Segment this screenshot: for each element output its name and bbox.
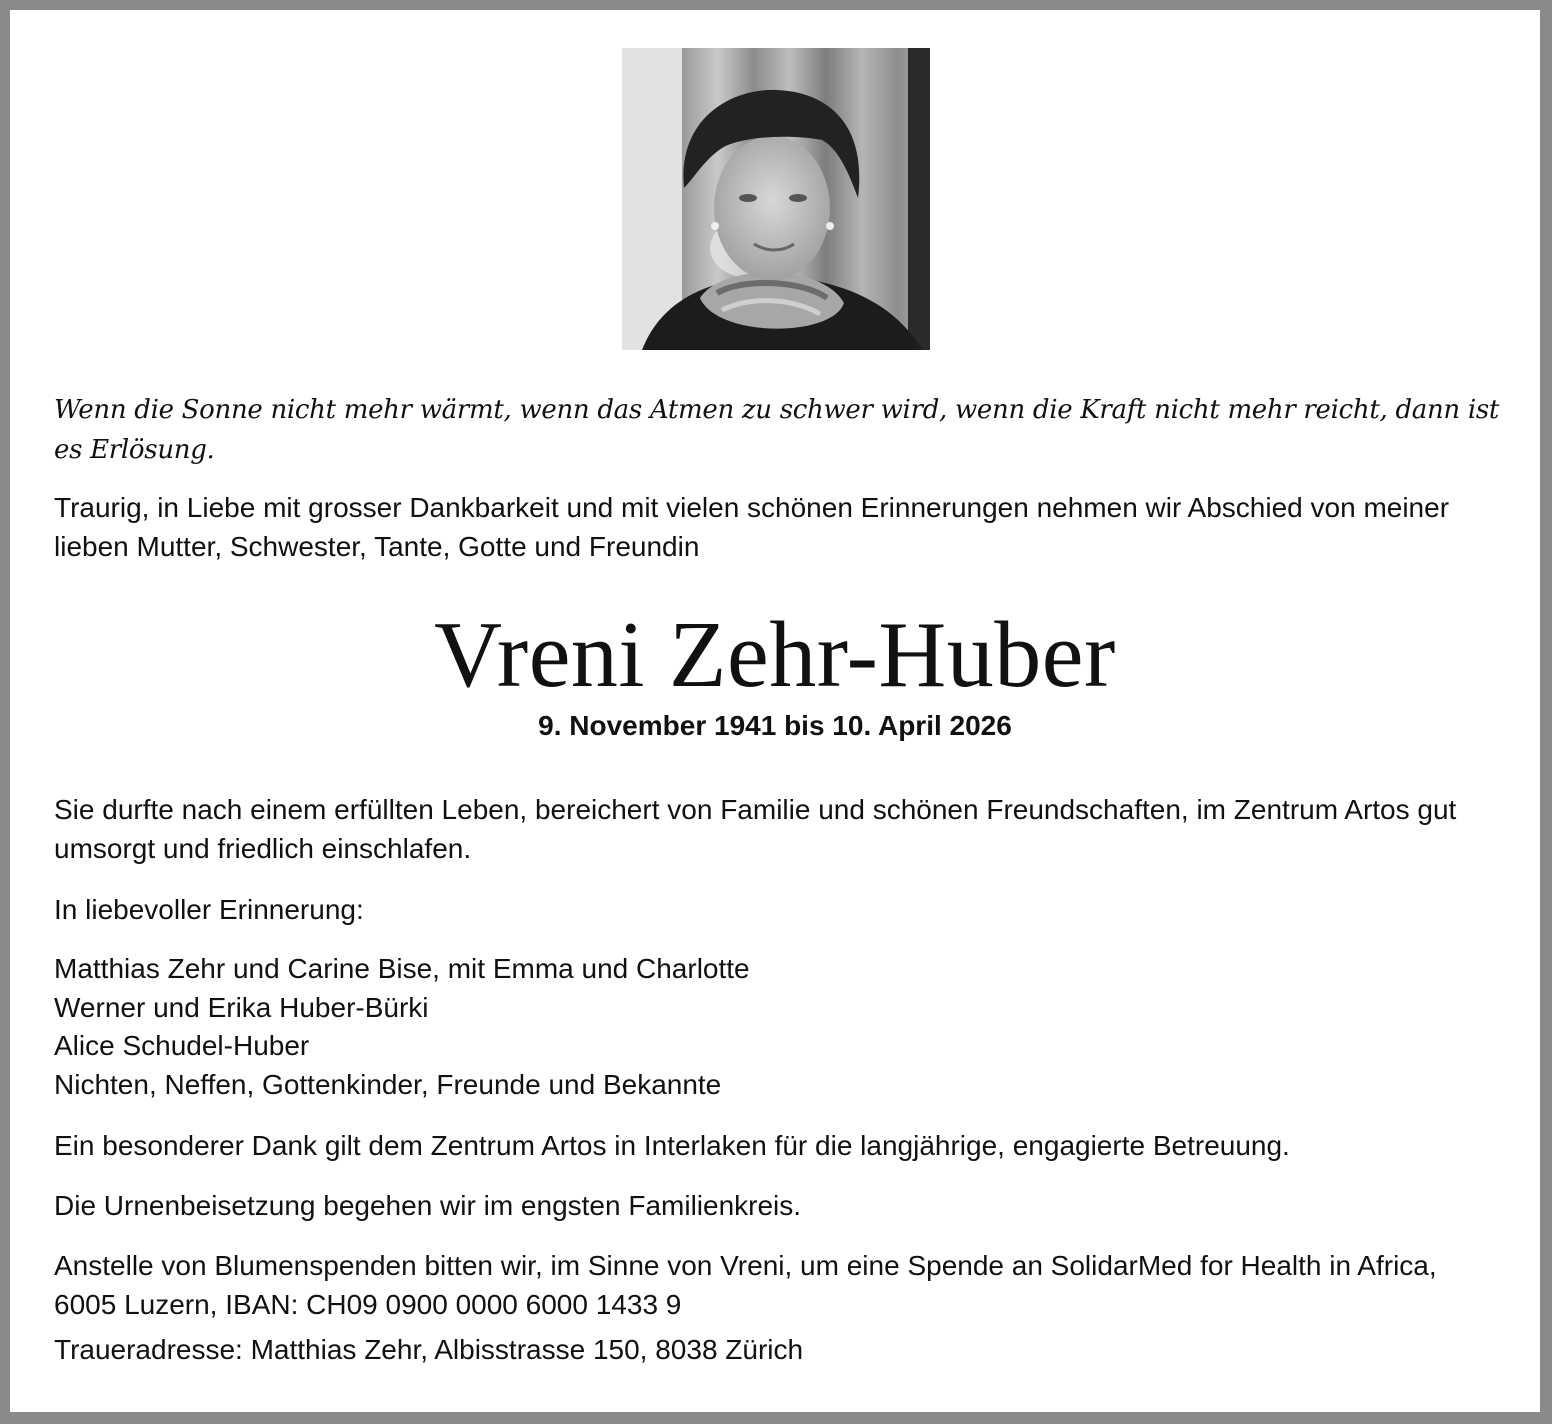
obituary-page bbox=[10, 10, 1540, 1412]
quote-text: Wenn die Sonne nicht mehr wärmt, wenn das Atmen zu schwer wird, wenn die Kraft nicht mehr reicht, dann ist es Erlösung. bbox=[54, 395, 1500, 465]
fulfilled-life-text: Sie durfte nach einem erfüllten Leben, bereichert von Familie und schönen Freundschaften, im Zentrum Artos gut umsorgt und friedlich einschlafen. bbox=[54, 794, 1457, 864]
intro-text: Traurig, in Liebe mit grosser Dankbarkeit und mit vielen schönen Erinnerungen nehmen wir Abschied von meiner lieben Mutter, Schwester, Tante, Gotte und Freundin bbox=[54, 492, 1450, 562]
deceased-name: Vreni Zehr-Huber bbox=[434, 603, 1116, 707]
urn-burial-text: Die Urnenbeisetzung begehen wir im engsten Familienkreis. bbox=[54, 1190, 802, 1221]
mourning-address: Traueradresse: Matthias Zehr, Albisstrasse 150, 8038 Zürich bbox=[54, 1334, 804, 1365]
mourner-item: Matthias Zehr und Carine Bise, mit Emma und Charlotte bbox=[54, 953, 750, 984]
thanks-text: Ein besonderer Dank gilt dem Zentrum Artos in Interlaken für die langjährige, engagierte Betreuung. bbox=[54, 1130, 1290, 1161]
mourner-item: Nichten, Neffen, Gottenkinder, Freunde und Bekannte bbox=[54, 1068, 722, 1100]
mourner-item: Werner und Erika Huber-Bürki bbox=[54, 991, 429, 1023]
mourner-item: Alice Schudel-Huber bbox=[54, 1030, 310, 1061]
life-dates: 9. November 1941 bis 10. April 2026 bbox=[538, 710, 1012, 741]
portrait-photo-icon bbox=[622, 48, 930, 350]
in-memory-heading: In liebevoller Erinnerung: bbox=[54, 894, 364, 925]
donation-text: Anstelle von Blumenspenden bitten wir, im Sinne von Vreni, um eine Spende an SolidarMed for Health in Africa, 6005 Luzern, IBAN: CH09 0900 0000 6000 1433 9 bbox=[54, 1250, 1437, 1320]
mourners-list bbox=[54, 950, 750, 1104]
